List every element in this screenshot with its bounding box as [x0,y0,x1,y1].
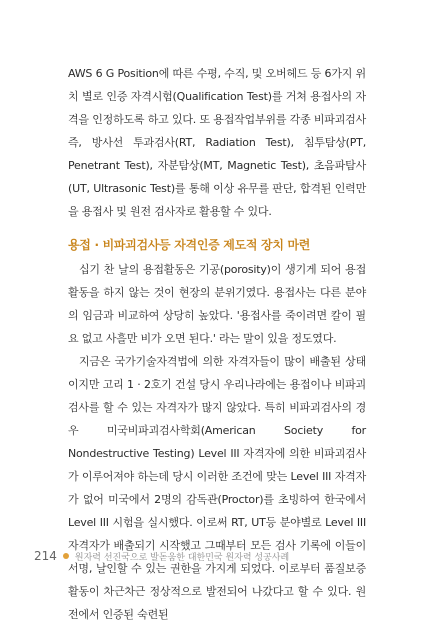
body-paragraph-3: 지금은 국가기술자격법에 의한 자격자들이 많이 배출된 상태이지만 고리 1 · 2호기 건설 당시 우리나라에는 용접이나 비파괴검사를 할 수 있는 자격자가 많지 않았다. 특히 비파괴검사의 경우 미국비파괴검사학회(American Society for Nondestructive Testing) Level III 자격자에 의한 비파괴검사가 이루어져야 하는데 당시 이러한 조건에 맞는 Level III 자격자가 없어 미국에서 2명의 감독관(Proctor)를 초빙하여 한국에서 Level III 시험을 실시했다. 이로써 RT, UT등 분야별로 Level III 자격자가 배출되기 시작했고 그때부터 모든 검사 기록에 이들이 서명, 날인할 수 있는 권한을 가지게 되었다. 이로부터 품질보증활동이 차근차근 정상적으로 발전되어 나갔다고 할 수 있다. 원전에서 인증된 숙련된 [68,355,366,621]
page-number: 214 [34,549,57,563]
body-paragraph-1: AWS 6 G Position에 따른 수평, 수직, 및 오버헤드 등 6가지 위치 별로 인증 자격시험(Qualification Test)를 거쳐 용접사의 자격을 인정하도록 하고 있다. 또 용접작업부위를 각종 비파괴검사즉, 방사선 투과검사(RT, Radiation Test), 침투탐상(PT, Penetrant Test), 자분탐상(MT, Magnetic Test), 초음파탐사(UT, Ultrasonic Test)를 통해 이상 유무를 판단, 합격된 인력만을 용접사 및 원전 검사자로 활용할 수 있다. [68,67,366,218]
body-paragraph-2: 십기 찬 날의 용접활동은 기공(porosity)이 생기게 되어 용접활동을 하지 않는 것이 현장의 분위기였다. 용접사는 다른 분야의 임금과 비교하여 상당히 높았다. '용접사를 죽이려면 칼이 필요 없고 사흘만 비가 오면 된다.' 라는 말이 있을 정도였다. [68,263,366,345]
section-heading: 용접 · 비파괴검사등 자격인증 제도적 장치 마련 [68,238,311,252]
bullet-dot-icon [63,553,69,559]
running-title: 원자력 선진국으로 발돋움한 대한민국 원자력 성공사례 [74,552,290,563]
page-footer [34,548,289,564]
